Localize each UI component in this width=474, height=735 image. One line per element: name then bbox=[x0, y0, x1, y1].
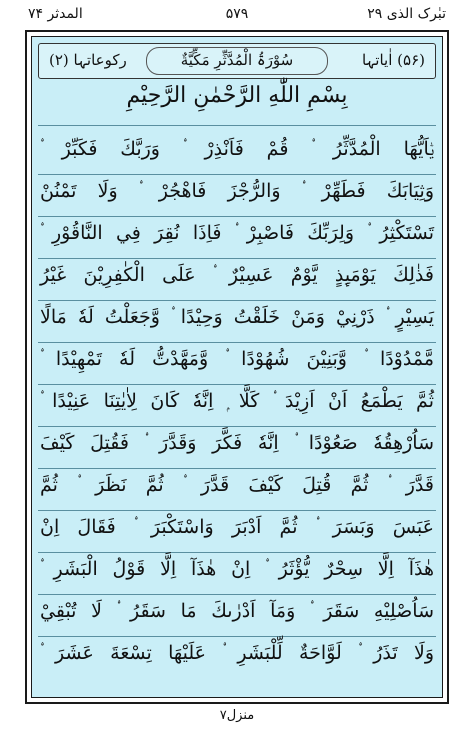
verse-line: هٰذَآ اِلَّا سِحْرٌ يُّؤْثَرُ ۟ اِنْ هٰذَآ اِلَّا قَوْلُ الْبَشَرِ ۟ bbox=[40, 558, 434, 580]
verse-line: عَبَسَ وَبَسَرَ ۟ ثُمَّ اَدْبَرَ وَاسْتَكْبَرَ ۟ فَقَالَ اِنْ bbox=[40, 516, 434, 538]
text-panel bbox=[31, 36, 443, 698]
ayat-count: (۵۶) اٰیاتہا bbox=[361, 51, 425, 69]
line-rule bbox=[38, 125, 436, 126]
ruku-count: رکوعاتہا (۲) bbox=[49, 51, 127, 69]
verse-line: تَسْتَكْثِرُ ۟ وَلِرَبِّكَ فَاصْبِرْ ۟ فَاِذَا نُقِرَ فِي النَّاقُوْرِ ۟ bbox=[40, 222, 434, 244]
verse-line: فَذٰلِكَ يَوْمَىِٕذٍ يَّوْمٌ عَسِيْرٌ ۟ عَلَى الْكٰفِرِيْنَ غَيْرُ bbox=[40, 264, 434, 286]
verse-line: وَثِيَابَكَ فَطَهِّرْ ۟ وَالرُّجْزَ فَاهْجُرْ ۟ وَلَا تَمْنُنْ bbox=[40, 180, 435, 202]
verse-line: يٰۤاَيُّهَا الْمُدَّثِّرُ ۟ قُمْ فَاَنْذِرْ ۟ وَرَبَّكَ فَكَبِّرْ ۟ bbox=[40, 138, 434, 160]
surah-title-box bbox=[38, 43, 436, 79]
page-number: ۵۷۹ bbox=[225, 6, 249, 22]
verse-line: سَاُرْهِقُهٗ صَعُوْدًا ۟ اِنَّهٗ فَكَّرَ وَقَدَّرَ ۟ فَقُتِلَ كَيْفَ bbox=[40, 432, 434, 454]
juz-label: تبٰرک الذی ۲۹ bbox=[367, 6, 446, 22]
verse-line: سَاُصْلِيْهِ سَقَرَ ۟ وَمَآ اَدْرٰىكَ مَا سَقَرُ ۟ لَا تُبْقِيْ bbox=[40, 600, 434, 622]
manzil-footer: منزل۷ bbox=[219, 708, 255, 723]
verse-line: يَسِيْرٍ ۟ ذَرْنِيْ وَمَنْ خَلَقْتُ وَحِيْدًا ۟ وَّجَعَلْتُ لَهٗ مَالًا bbox=[40, 306, 435, 328]
surah-title: سُوْرَۃُ الْمُدَّثِّرِ مَكِّيَّةٌ bbox=[180, 51, 294, 69]
page-frame bbox=[25, 30, 449, 704]
surah-header-label: المدثر ۷۴ bbox=[28, 6, 83, 22]
verse-line: مَّمْدُوْدًا ۟ وَّبَنِيْنَ شُهُوْدًا ۟ وَّمَهَّدْتُّ لَهٗ تَمْهِيْدًا ۟ bbox=[40, 348, 434, 370]
verse-line: وَلَا تَذَرُ ۟ لَوَّاحَةٌ لِّلْبَشَرِ ۟ عَلَيْهَا تِسْعَةَ عَشَرَ ۟ bbox=[40, 642, 434, 664]
verse-line: قَدَّرَ ۟ ثُمَّ قُتِلَ كَيْفَ قَدَّرَ ۟ ثُمَّ نَظَرَ ۟ ثُمَّ bbox=[40, 474, 434, 496]
bismillah: بِسْمِ اللّٰهِ الرَّحْمٰنِ الرَّحِيْمِ bbox=[126, 83, 348, 108]
verse-line: ثُمَّ يَطْمَعُ اَنْ اَزِيْدَ ۟ كَلَّا ۭ اِنَّهٗ كَانَ لِاٰيٰتِنَا عَنِيْدًا ۟ bbox=[40, 390, 434, 412]
page-header bbox=[28, 6, 446, 28]
